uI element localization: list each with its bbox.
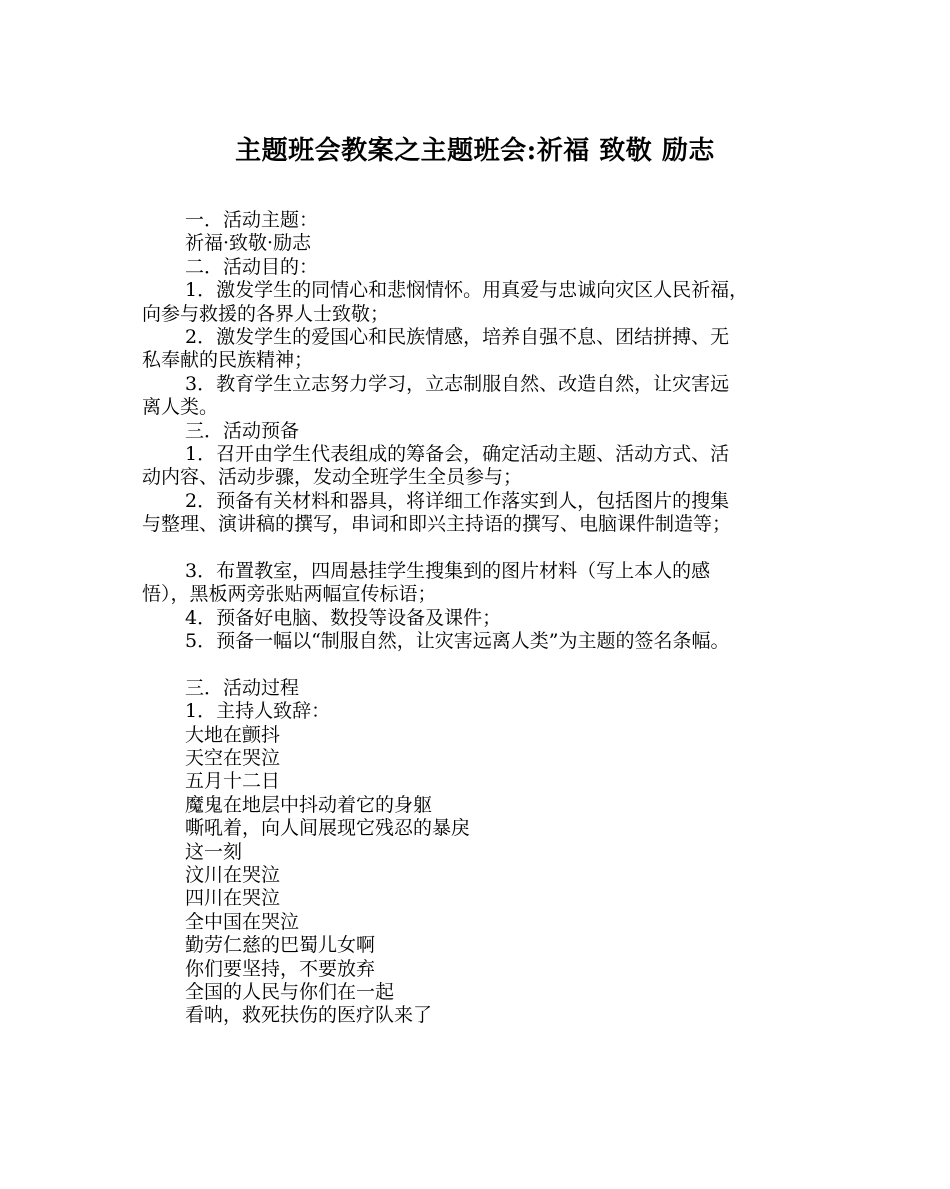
verse-line: 全国的人民与你们在一起	[185, 980, 395, 1003]
section-heading-theme: 一．活动主题：	[185, 209, 319, 231]
blank-line	[142, 653, 832, 676]
section-heading-preparation: 三．活动预备	[185, 419, 300, 442]
verse-line: 五月十二日	[185, 770, 281, 793]
verse-line: 这一刻	[185, 840, 243, 863]
verse-line: 你们要坚持，不要放弃	[185, 957, 376, 980]
prep-item-1-cont: 动内容、活动步骤，发动全班学生全员参与；	[142, 466, 523, 489]
prep-item-1: 1．召开由学生代表组成的筹备会，确定活动主题、活动方式、活	[185, 442, 730, 465]
prep-item-3: 3．布置教室，四周悬挂学生搜集到的图片材料（写上本人的感	[185, 559, 711, 582]
theme-text: 祈福·致敬·励志	[185, 232, 312, 255]
purpose-item-2-cont: 私奉献的民族精神；	[142, 349, 314, 372]
verse-line: 嘶吼着，向人间展现它残忍的暴戾	[185, 817, 471, 840]
prep-item-4: 4．预备好电脑、数投等设备及课件；	[185, 606, 502, 629]
prep-item-2-cont: 与整理、演讲稿的撰写，串词和即兴主持语的撰写、电脑课件制造等；	[142, 513, 732, 536]
verse-line: 魔鬼在地层中抖动着它的身躯	[185, 793, 433, 816]
purpose-item-3-cont: 离人类。	[142, 396, 219, 419]
verse-line: 勤劳仁慈的巴蜀儿女啊	[185, 934, 376, 957]
verse-line: 天空在哭泣	[185, 746, 281, 769]
verse-line: 四川在哭泣	[185, 887, 281, 910]
blank-line	[142, 536, 832, 559]
section-heading-purpose: 二．活动目的：	[185, 255, 319, 278]
verse-line: 大地在颤抖	[185, 723, 281, 746]
process-item-1: 1．主持人致辞：	[185, 700, 331, 723]
section-heading-process: 三．活动过程	[185, 676, 300, 699]
purpose-item-2: 2．激发学生的爱国心和民族情感，培养自强不息、团结拼搏、无	[185, 325, 730, 348]
verse-line: 看呐，救死扶伤的医疗队来了	[185, 1004, 433, 1027]
purpose-item-1: 1．激发学生的同情心和悲悯情怀。用真爱与忠诚向灾区人民祈福，	[185, 279, 749, 302]
purpose-item-3: 3．教育学生立志努力学习，立志制服自然、改造自然，让灾害远	[185, 372, 730, 395]
prep-item-5: 5．预备一幅以“制服自然，让灾害远离人类”为主题的签名条幅。	[185, 630, 730, 653]
purpose-item-1-cont: 向参与救援的各界人士致敬；	[142, 302, 390, 325]
verse-line: 全中国在哭泣	[185, 910, 300, 933]
document-title: 主题班会教案之主题班会:祈福 致敬 励志	[235, 136, 715, 166]
prep-item-3-cont: 悟），黑板两旁张贴两幅宣传标语；	[142, 583, 437, 606]
prep-item-2: 2．预备有关材料和器具，将详细工作落实到人，包括图片的搜集	[185, 489, 730, 512]
verse-line: 汶川在哭泣	[185, 863, 281, 886]
document-body	[142, 209, 832, 1028]
